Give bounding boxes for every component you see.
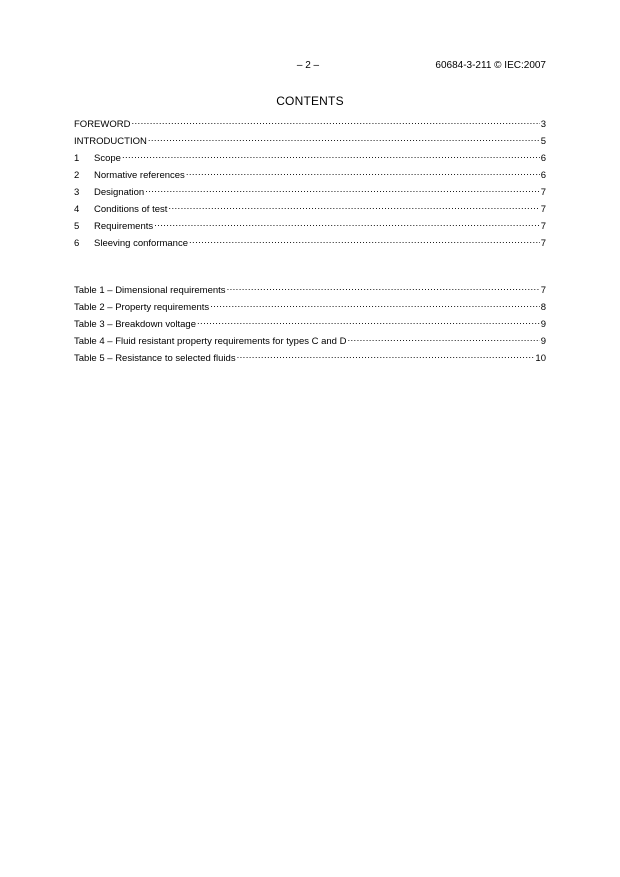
document-id: 60684-3-211 © IEC:2007 <box>435 60 546 71</box>
toc-entry-conditions-of-test[interactable] <box>74 202 546 219</box>
toc-entry-scope[interactable] <box>74 151 546 168</box>
toc-entry-foreword[interactable] <box>74 117 546 134</box>
toc-entry-page: 7 <box>540 221 546 232</box>
toc-entry-page: 6 <box>540 153 546 164</box>
toc-entry-sleeving-conformance[interactable] <box>74 236 546 253</box>
toc-entry-label: Designation <box>94 187 145 198</box>
toc-entry-page: 7 <box>540 238 546 249</box>
page-title: CONTENTS <box>276 94 344 108</box>
toc-leader-dots <box>210 300 540 310</box>
toc-leader-dots <box>237 351 535 361</box>
toc-leader-dots <box>122 151 540 161</box>
page-number: – 2 – <box>296 60 320 71</box>
toc-entry-page: 7 <box>540 204 546 215</box>
toc-entry-label: FOREWORD <box>74 119 131 130</box>
toc-entry-table-3[interactable] <box>74 317 546 334</box>
toc-entry-page: 10 <box>535 353 546 364</box>
toc-entry-label: Table 5 – Resistance to selected fluids <box>74 353 236 364</box>
toc-entry-table-1[interactable] <box>74 283 546 300</box>
contents-list <box>74 117 546 253</box>
toc-entry-label: Table 3 – Breakdown voltage <box>74 319 196 330</box>
toc-leader-dots <box>189 236 540 246</box>
toc-entry-label: Sleeving conformance <box>94 238 188 249</box>
toc-entry-number: 3 <box>74 187 80 198</box>
toc-entry-label: INTRODUCTION <box>74 136 147 147</box>
toc-entry-label: Table 1 – Dimensional requirements <box>74 285 226 296</box>
toc-leader-dots <box>347 334 539 344</box>
toc-entry-number: 5 <box>74 221 80 232</box>
toc-leader-dots <box>197 317 540 327</box>
toc-entry-label: Requirements <box>94 221 154 232</box>
tables-list <box>74 283 546 368</box>
toc-entry-page: 9 <box>540 319 546 330</box>
toc-leader-dots <box>186 168 540 178</box>
toc-entry-designation[interactable] <box>74 185 546 202</box>
toc-leader-dots <box>148 134 540 144</box>
toc-entry-page: 3 <box>540 119 546 130</box>
toc-leader-dots <box>227 283 540 293</box>
toc-entry-page: 7 <box>540 285 546 296</box>
toc-entry-number: 1 <box>74 153 80 164</box>
toc-entry-table-4[interactable] <box>74 334 546 351</box>
toc-leader-dots <box>131 117 539 127</box>
toc-entry-page: 5 <box>540 136 546 147</box>
toc-entry-number: 6 <box>74 238 80 249</box>
toc-entry-number: 2 <box>74 170 80 181</box>
toc-entry-normative-references[interactable] <box>74 168 546 185</box>
toc-entry-table-5[interactable] <box>74 351 546 368</box>
toc-entry-label: Normative references <box>94 170 185 181</box>
toc-entry-table-2[interactable] <box>74 300 546 317</box>
toc-entry-label: Conditions of test <box>94 204 168 215</box>
toc-entry-page: 9 <box>540 336 546 347</box>
toc-entry-requirements[interactable] <box>74 219 546 236</box>
toc-entry-number: 4 <box>74 204 80 215</box>
toc-leader-dots <box>168 202 539 212</box>
toc-entry-introduction[interactable] <box>74 134 546 151</box>
toc-entry-label: Table 4 – Fluid resistant property requirements for types C and D <box>74 336 347 347</box>
toc-entry-page: 6 <box>540 170 546 181</box>
toc-leader-dots <box>145 185 540 195</box>
toc-entry-page: 8 <box>540 302 546 313</box>
toc-entry-label: Scope <box>94 153 121 164</box>
toc-entry-label: Table 2 – Property requirements <box>74 302 210 313</box>
toc-entry-page: 7 <box>540 187 546 198</box>
toc-leader-dots <box>154 219 540 229</box>
